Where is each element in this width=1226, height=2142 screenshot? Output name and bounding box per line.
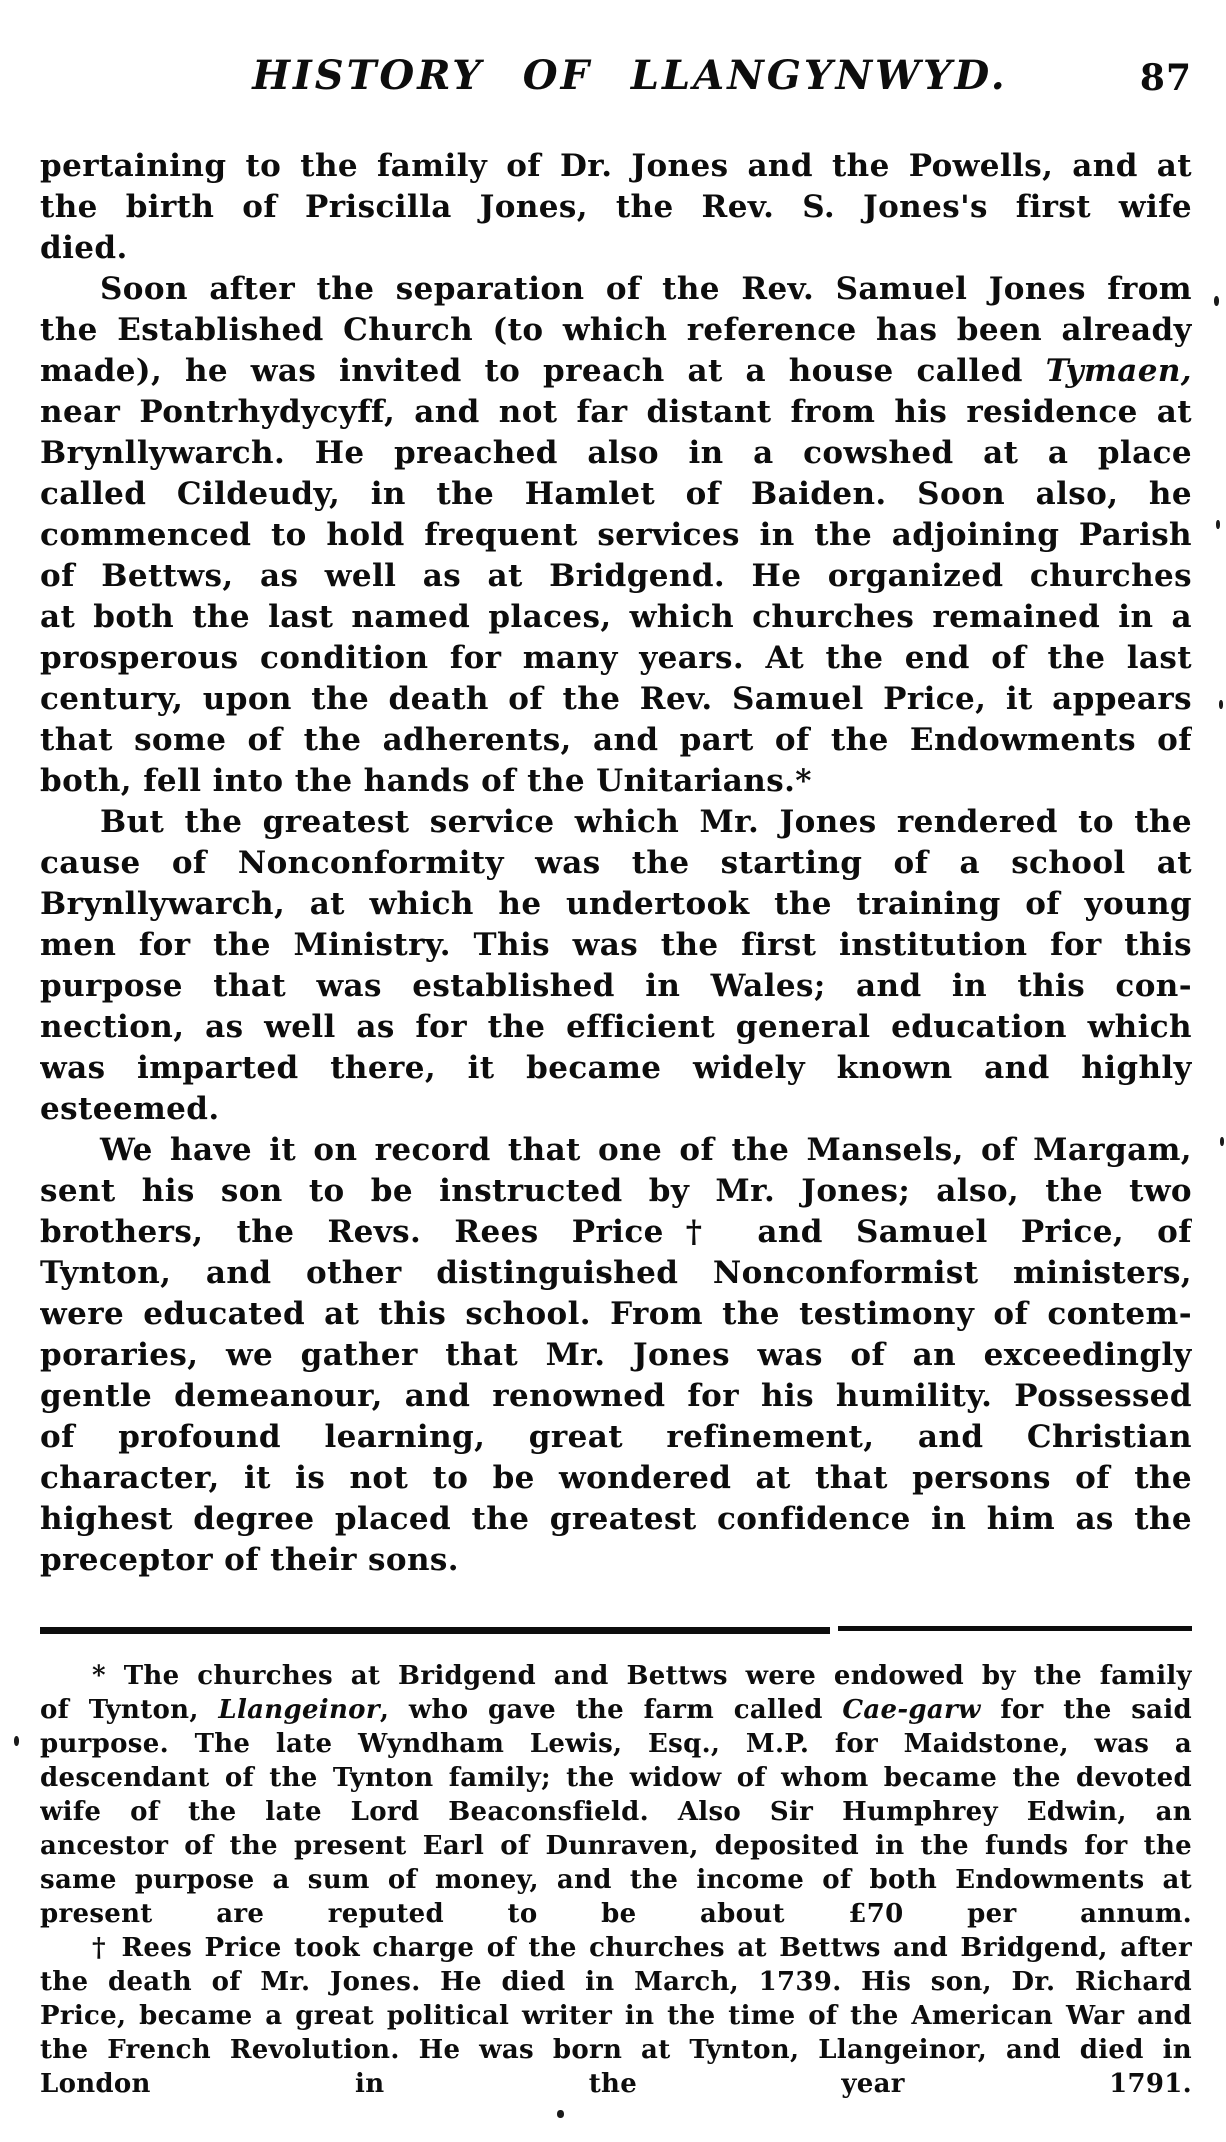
text-line <box>40 1089 1192 1130</box>
text-segment: But the greatest service which Mr. Jones rendered to the <box>100 804 1192 840</box>
text-segment: purpose. The late Wyndham Lewis, Esq., M.P. for Maidstone, was a <box>40 1729 1192 1759</box>
text-line <box>40 1376 1192 1417</box>
text-line <box>40 843 1192 884</box>
text-line <box>40 1048 1192 1089</box>
text-segment: poraries, we gather that Mr. Jones was of an exceedingly <box>40 1337 1192 1373</box>
text-line <box>40 1540 1192 1581</box>
text-line <box>40 515 1192 556</box>
text-segment: the death of Mr. Jones. He died in March, 1739. His son, Dr. Richard <box>40 1967 1192 1997</box>
text-line <box>40 638 1192 679</box>
text-segment: Soon after the separation of the Rev. Samuel Jones from <box>100 271 1192 307</box>
text-line <box>40 269 1192 310</box>
text-segment: century, upon the death of the Rev. Samuel Price, it appears <box>40 681 1192 717</box>
italic-text-segment: Tymaen, <box>1045 353 1192 389</box>
text-segment: of Tynton, <box>40 1695 219 1725</box>
text-line <box>40 925 1192 966</box>
text-segment: the birth of Priscilla Jones, the Rev. S. Jones's first wife <box>40 189 1192 225</box>
text-line <box>40 1761 1192 1795</box>
text-line <box>40 556 1192 597</box>
text-line <box>40 2033 1192 2067</box>
page-number: 87 <box>1139 57 1192 99</box>
text-line <box>40 597 1192 638</box>
text-segment: made), he was invited to preach at a house called <box>40 353 1046 389</box>
text-line <box>40 1171 1192 1212</box>
italic-text-segment: Llangeinor <box>218 1695 380 1725</box>
text-segment: present are reputed to be about £70 per annum. <box>40 1899 1192 1929</box>
scan-speck <box>1220 1137 1224 1146</box>
text-segment: * The churches at Bridgend and Bettws were endowed by the family <box>92 1661 1192 1691</box>
text-line <box>40 802 1192 843</box>
text-line <box>40 1130 1192 1171</box>
text-segment: that some of the adherents, and part of the Endowments of <box>40 722 1192 758</box>
text-segment: Price, became a great political writer in the time of the American War and <box>40 2001 1192 2031</box>
text-segment: brothers, the Revs. Rees Price† and Samuel Price, of <box>40 1214 1192 1250</box>
text-line <box>40 1458 1192 1499</box>
text-line <box>40 720 1192 761</box>
text-segment: both, fell into the hands of the Unitarians.* <box>40 763 812 799</box>
scan-speck <box>1216 520 1220 529</box>
text-line <box>40 1212 1192 1253</box>
text-segment: of Bettws, as well as at Bridgend. He organized churches <box>40 558 1192 594</box>
text-segment: sent his son to be instructed by Mr. Jones; also, the two <box>40 1173 1192 1209</box>
text-line <box>40 392 1192 433</box>
text-line <box>40 1693 1192 1727</box>
text-segment: nection, as well as for the efficient general education which <box>40 1009 1192 1045</box>
text-segment: esteemed. <box>40 1091 220 1127</box>
text-line <box>40 761 1192 802</box>
text-segment: wife of the late Lord Beaconsfield. Also Sir Humphrey Edwin, an <box>40 1797 1192 1827</box>
rule-segment-right <box>838 1626 1192 1631</box>
text-segment: † Rees Price took charge of the churches at Bettws and Bridgend, after <box>92 1933 1192 1963</box>
scan-speck <box>1214 296 1219 306</box>
text-segment: purpose that was established in Wales; and in this con- <box>40 968 1192 1004</box>
text-segment: We have it on record that one of the Mansels, of Margam, <box>100 1132 1192 1168</box>
text-line <box>40 1897 1192 1931</box>
scan-speck <box>14 1736 19 1746</box>
text-segment: gentle demeanour, and renowned for his humility. Possessed <box>40 1378 1192 1414</box>
text-segment: the Established Church (to which reference has been already <box>40 312 1192 348</box>
text-segment: for the said <box>980 1695 1192 1725</box>
text-line <box>40 1863 1192 1897</box>
text-line <box>40 1659 1192 1693</box>
text-line <box>40 1499 1192 1540</box>
text-line <box>40 351 1192 392</box>
text-line <box>40 1965 1192 1999</box>
text-segment: called Cildeudy, in the Hamlet of Baiden. Soon also, he <box>40 476 1192 512</box>
text-line <box>40 966 1192 1007</box>
text-line <box>40 433 1192 474</box>
text-segment: , who gave the farm called <box>379 1695 843 1725</box>
text-line <box>40 310 1192 351</box>
body-text <box>40 146 1192 1581</box>
text-segment: were educated at this school. From the testimony of contem- <box>40 1296 1192 1332</box>
text-segment: pertaining to the family of Dr. Jones and the Powells, and at <box>40 148 1192 184</box>
rule-segment-left <box>40 1627 830 1634</box>
text-segment: at both the last named places, which churches remained in a <box>40 599 1192 635</box>
text-segment: men for the Ministry. This was the first institution for this <box>40 927 1192 963</box>
text-line <box>40 2067 1192 2101</box>
text-line <box>40 679 1192 720</box>
text-segment: of profound learning, great refinement, and Christian <box>40 1419 1192 1455</box>
text-segment: Brynllywarch. He preached also in a cowshed at a place <box>40 435 1192 471</box>
text-segment: cause of Nonconformity was the starting of a school at <box>40 845 1192 881</box>
text-line <box>40 1335 1192 1376</box>
text-segment: ancestor of the present Earl of Dunraven, deposited in the funds for the <box>40 1831 1192 1861</box>
text-segment: died. <box>40 230 128 266</box>
text-line <box>40 1727 1192 1761</box>
scan-speck <box>557 2110 564 2118</box>
footnotes <box>40 1659 1192 2101</box>
text-line <box>40 884 1192 925</box>
text-line <box>40 1417 1192 1458</box>
text-line <box>40 146 1192 187</box>
text-segment: descendant of the Tynton family; the widow of whom became the devoted <box>40 1763 1192 1793</box>
text-line <box>40 1829 1192 1863</box>
text-segment: character, it is not to be wondered at that persons of the <box>40 1460 1192 1496</box>
text-segment: prosperous condition for many years. At the end of the last <box>40 640 1192 676</box>
text-segment: the French Revolution. He was born at Tynton, Llangeinor, and died in <box>40 2035 1192 2065</box>
page-header <box>40 52 1192 100</box>
text-segment: near Pontrhydycyff, and not far distant from his residence at <box>40 394 1192 430</box>
text-segment: Tynton, and other distinguished Nonconformist ministers, <box>40 1255 1192 1291</box>
text-segment: commenced to hold frequent services in the adjoining Parish <box>40 517 1192 553</box>
text-segment: preceptor of their sons. <box>40 1542 459 1578</box>
text-line <box>40 474 1192 515</box>
text-line <box>40 1795 1192 1829</box>
text-segment: same purpose a sum of money, and the income of both Endowments at <box>40 1865 1192 1895</box>
text-segment: highest degree placed the greatest confidence in him as the <box>40 1501 1192 1537</box>
text-segment: was imparted there, it became widely known and highly <box>40 1050 1192 1086</box>
text-segment: London in the year 1791. <box>40 2069 1192 2099</box>
text-line <box>40 1999 1192 2033</box>
text-line <box>40 1294 1192 1335</box>
running-title: HISTORY OF LLANGYNWYD. <box>252 52 1008 99</box>
text-line <box>40 1931 1192 1965</box>
footnote-separator-rule <box>40 1627 1192 1635</box>
text-line <box>40 1007 1192 1048</box>
italic-text-segment: Cae-garw <box>842 1695 981 1725</box>
text-line <box>40 187 1192 228</box>
text-segment: Brynllywarch, at which he undertook the training of young <box>40 886 1192 922</box>
text-line <box>40 1253 1192 1294</box>
scan-speck <box>1219 700 1223 709</box>
text-line <box>40 228 1192 269</box>
